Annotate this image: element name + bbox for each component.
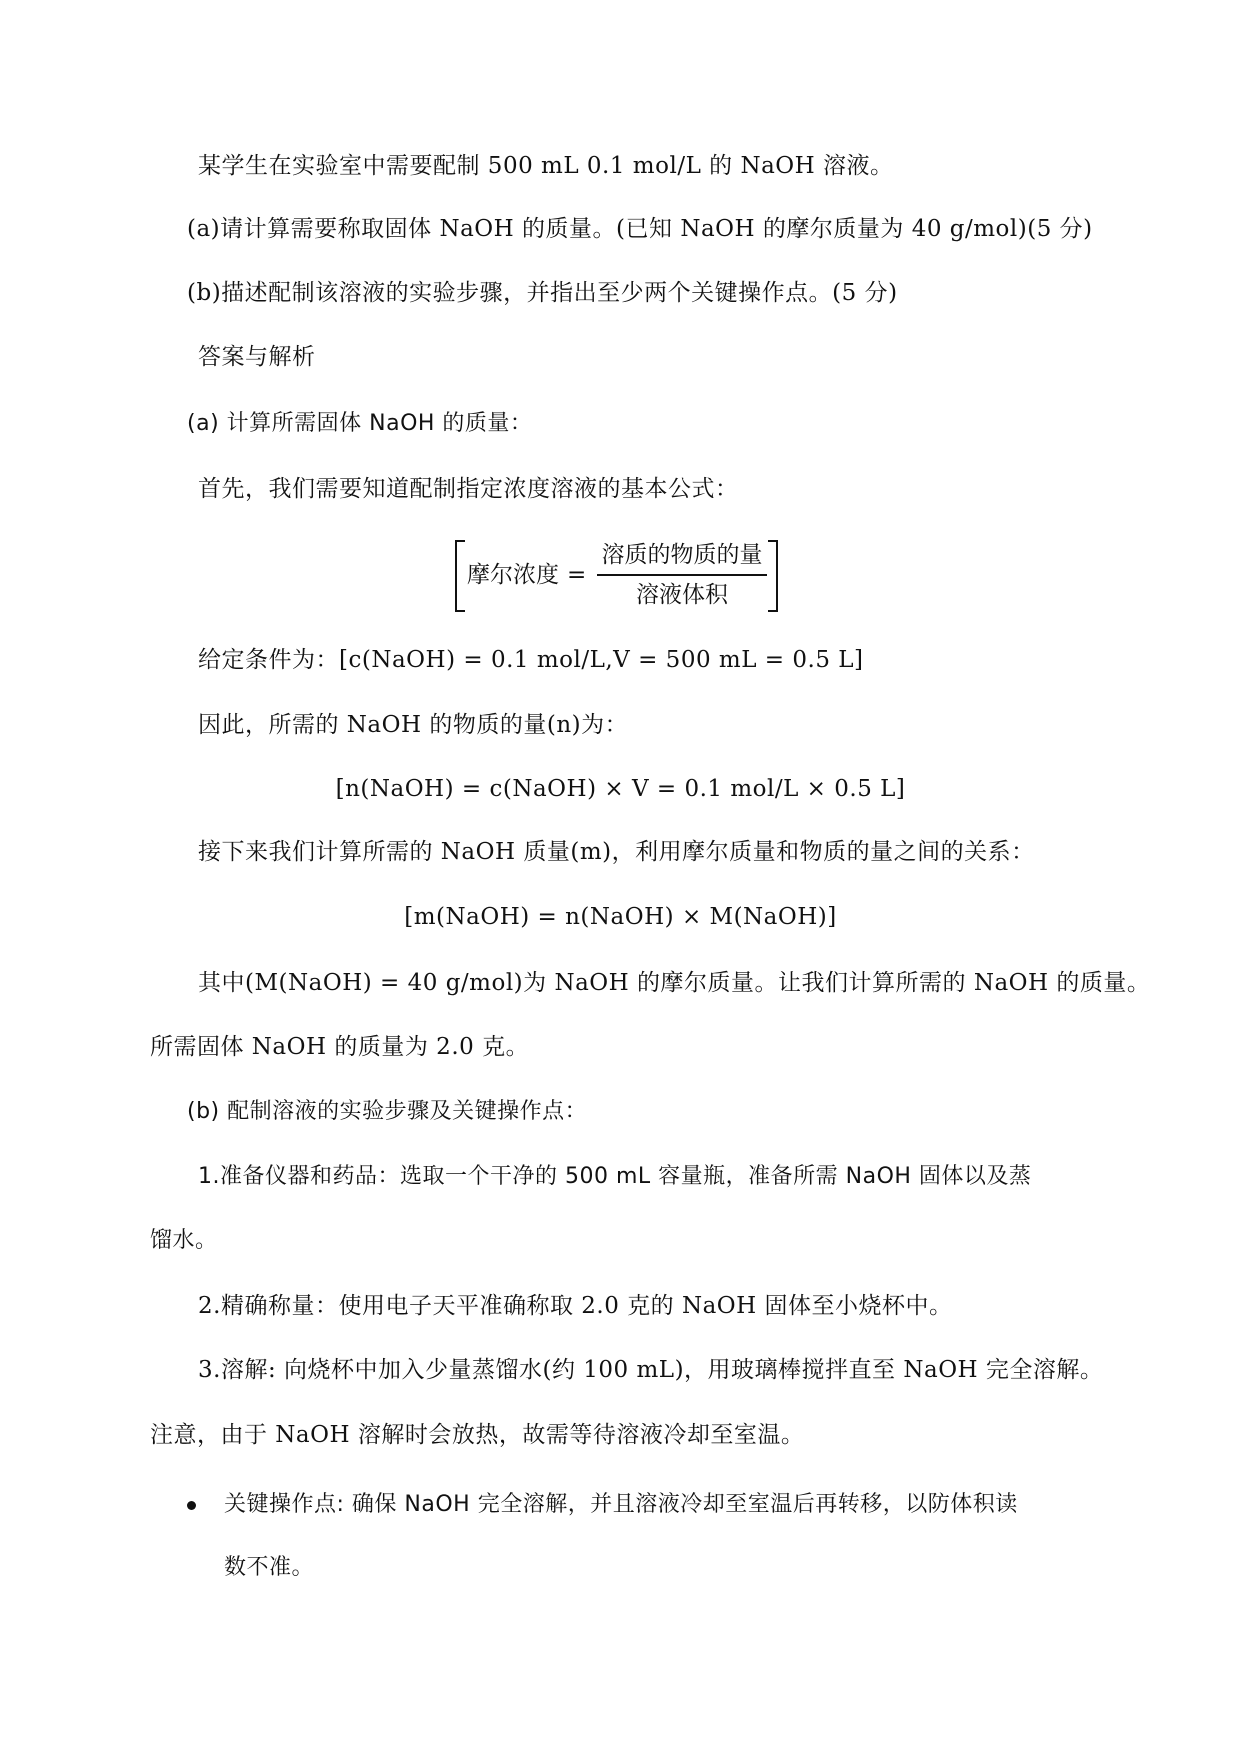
formula-lhs: 摩尔浓度 [467,562,559,588]
step1-line2: 馏水。 [150,1228,218,1253]
step3-line2: 注意，由于 NaOH 溶解时会放热，故需等待溶液冷却至室温。 [150,1422,805,1448]
question-part-a: (a)请计算需要称取固体 NaOH 的质量。(已知 NaOH 的摩尔质量为 40 g/mol)(5 分) [187,216,1093,242]
key-point-line2: 数不准。 [224,1555,315,1580]
step2-text: 2.精确称量：使用电子天平准确称取 2.0 克的 NaOH 固体至小烧杯中。 [198,1293,953,1319]
bullet-icon [187,1501,196,1510]
molarity-formula [455,540,778,610]
step3-line1: 3.溶解: 向烧杯中加入少量蒸馏水(约 100 mL)，用玻璃棒搅拌直至 NaOH 完全溶解。 [198,1357,1104,1383]
formula-left-bracket [455,540,465,612]
next-text: 接下来我们计算所需的 NaOH 质量(m)，利用摩尔质量和物质的量之间的关系： [198,839,1035,865]
question-intro: 某学生在实验室中需要配制 500 mL 0.1 mol/L 的 NaOH 溶液。 [198,153,894,179]
formula-right-bracket [768,540,778,612]
answer-a-intro: 首先，我们需要知道配制指定浓度溶液的基本公式： [198,476,739,502]
step1-line1: 1.准备仪器和药品：选取一个干净的 500 mL 容量瓶，准备所需 NaOH 固体以及蒸 [198,1164,1032,1189]
equation-m: [m(NaOH) = n(NaOH) × M(NaOH)] [404,904,837,930]
given-conditions: 给定条件为：[c(NaOH) = 0.1 mol/L,V = 500 mL = 0.5 L] [198,647,864,673]
key-point-line1: 关键操作点: 确保 NaOH 完全溶解，并且溶液冷却至室温后再转移，以防体积读 [224,1492,1018,1517]
formula-denominator: 溶液体积 [636,582,728,608]
where-text: 其中(M(NaOH) = 40 g/mol)为 NaOH 的摩尔质量。让我们计算所需的 NaOH 的质量。 [198,970,1151,996]
therefore-text: 因此，所需的 NaOH 的物质的量(n)为： [198,712,629,738]
equation-n: [n(NaOH) = c(NaOH) × V = 0.1 mol/L × 0.5 L] [335,776,906,802]
result-text: 所需固体 NaOH 的质量为 2.0 克。 [150,1034,530,1060]
formula-equals: = [567,562,587,588]
answer-b-heading: (b) 配制溶液的实验步骤及关键操作点： [187,1099,588,1124]
answer-heading: 答案与解析 [198,344,316,370]
fraction-bar [597,574,767,576]
formula-numerator: 溶质的物质的量 [601,542,763,568]
question-part-b: (b)描述配制该溶液的实验步骤，并指出至少两个关键操作点。(5 分) [187,280,898,306]
answer-a-heading: (a) 计算所需固体 NaOH 的质量： [187,411,533,436]
